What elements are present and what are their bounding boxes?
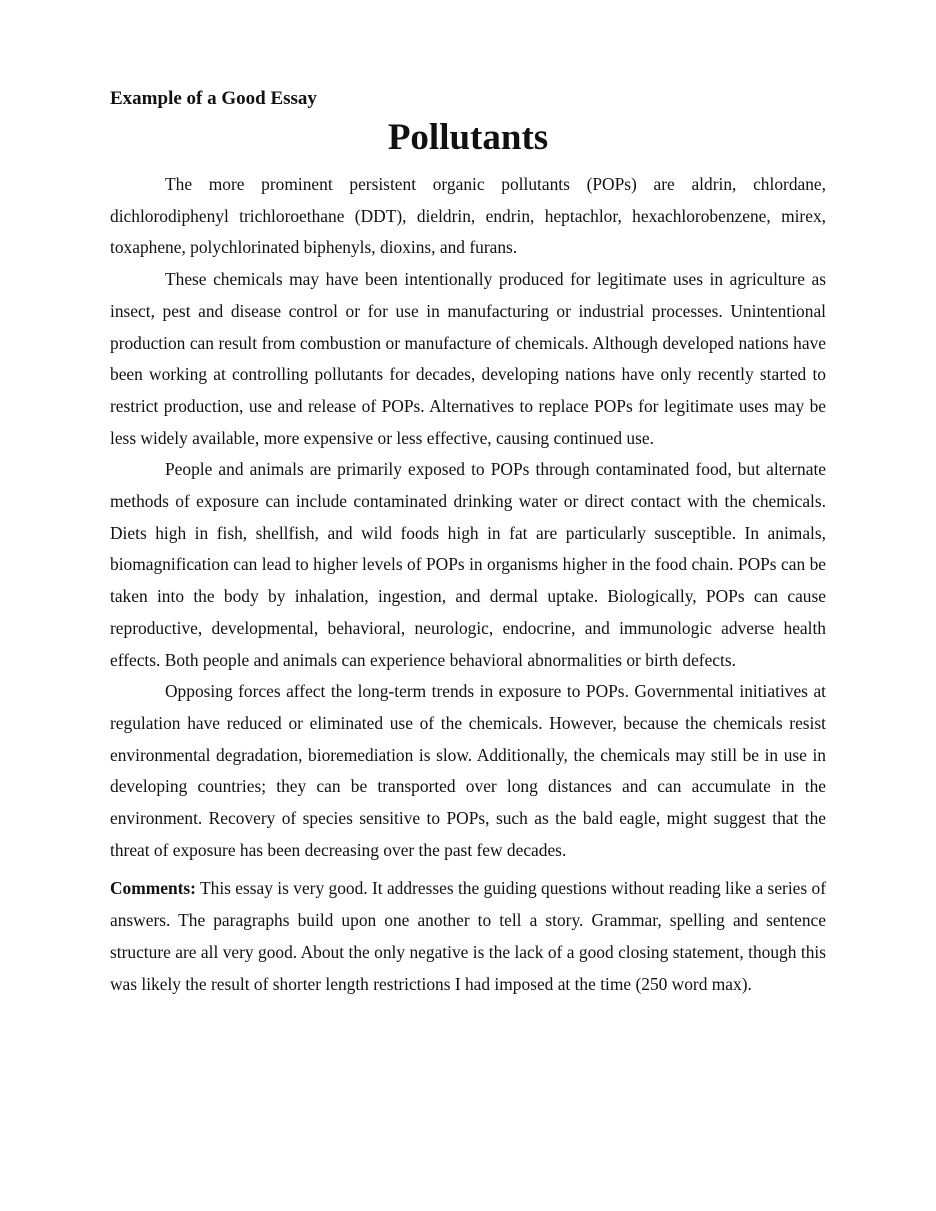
comments-text: This essay is very good. It addresses the guiding questions without reading like a series of answers. The paragraphs build upon one another to tell a story. Grammar, spelling and sentence structure are all very good. About the only negative is the lack of a good closing statement, though this was likely the result of shorter length restrictions I had imposed at the time (250 word max). xyxy=(110,878,826,994)
essay-paragraph: People and animals are primarily exposed to POPs through contaminated food, but alternate methods of exposure can include contaminated drinking water or direct contact with the chemicals. Diets high in fish, shellfish, and wild foods high in fat are particularly susceptible. In animals, biomagnification can lead to higher levels of POPs in organisms higher in the food chain. POPs can be taken into the body by inhalation, ingestion, and dermal uptake. Biologically, POPs can cause reproductive, developmental, behavioral, neurologic, endocrine, and immunologic adverse health effects. Both people and animals can experience behavioral abnormalities or birth defects. xyxy=(110,459,826,670)
document-label: Example of a Good Essay xyxy=(110,88,317,109)
essay-paragraph: The more prominent persistent organic pollutants (POPs) are aldrin, chlordane, dichlorodiphenyl trichloroethane (DDT), dieldrin, endrin, heptachlor, hexachlorobenzene, mirex, toxaphene, polychlorinated biphenyls, dioxins, and furans. xyxy=(110,174,826,258)
essay-body xyxy=(110,169,826,866)
comments-section xyxy=(110,873,826,1000)
essay-paragraph: Opposing forces affect the long-term trends in exposure to POPs. Governmental initiatives at regulation have reduced or eliminated use of the chemicals. However, because the chemicals resist environmental degradation, bioremediation is slow. Additionally, the chemicals may still be in use in developing countries; they can be transported over long distances and can accumulate in the environment. Recovery of species sensitive to POPs, such as the bald eagle, might suggest that the threat of exposure has been decreasing over the past few decades. xyxy=(110,681,826,860)
essay-paragraph: These chemicals may have been intentionally produced for legitimate uses in agriculture as insect, pest and disease control or for use in manufacturing or industrial processes. Unintentional production can result from combustion or manufacture of chemicals. Although developed nations have been working at controlling pollutants for decades, developing nations have only recently started to restrict production, use and release of POPs. Alternatives to replace POPs for legitimate uses may be less widely available, more expensive or less effective, causing continued use. xyxy=(110,269,826,448)
comments-heading: Comments: xyxy=(110,878,196,899)
document-page xyxy=(110,84,826,1000)
essay-title: Pollutants xyxy=(387,117,549,158)
